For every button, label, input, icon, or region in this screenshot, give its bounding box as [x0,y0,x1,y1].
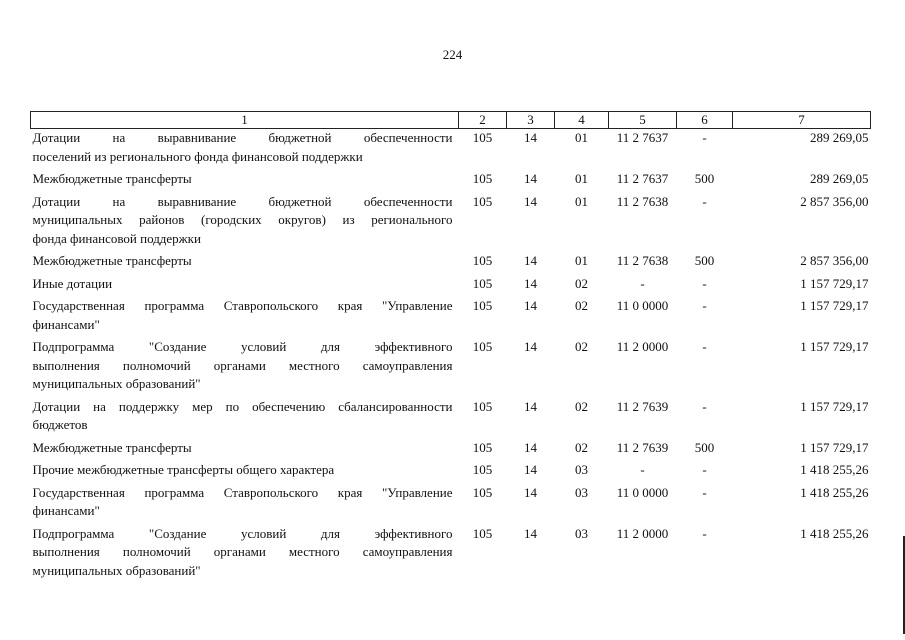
table-row [31,334,871,394]
row-col-2: 105 [472,339,493,354]
header-col-4: 4 [555,112,609,129]
row-col-3: 14 [524,484,537,500]
table-row [31,166,871,189]
row-name-line: Дотации на выравнивание бюджетной обеспеченности [32,193,453,209]
table-row [31,480,871,521]
row-amount: 1 418 255,26 [800,484,869,500]
row-col-3: 14 [524,525,537,541]
row-col-2: 105 [472,171,493,186]
row-col-6: 500 [694,171,715,186]
header-row [31,112,871,129]
row-name-line: Межбюджетные трансферты [32,171,192,186]
row-amount: 1 157 729,17 [800,439,869,455]
row-col-6: - [702,275,707,291]
row-amount: 1 157 729,17 [800,339,869,354]
row-col-2: 105 [472,439,493,455]
row-name-line: Иные дотации [32,275,113,291]
row-col-4: 02 [575,275,588,291]
row-col-6: - [702,339,707,354]
row-name-line: финансами" [32,316,100,332]
row-col-5: 11 2 7638 [616,193,669,209]
row-name-line: Межбюджетные трансферты [32,439,192,455]
row-col-4: 01 [575,171,588,186]
row-name-line: финансами" [32,503,100,518]
row-col-5: 11 2 0000 [616,339,669,354]
table-row [31,394,871,435]
row-amount: 2 857 356,00 [800,253,869,268]
row-col-3: 14 [524,275,537,291]
table-row [31,521,871,581]
row-name-line: выполнения полномочий органами местного самоуправления [32,544,453,559]
row-col-6: - [702,193,707,209]
row-col-3: 14 [524,130,537,145]
row-col-2: 105 [472,525,493,541]
row-amount: 289 269,05 [810,130,869,145]
row-col-2: 105 [472,462,493,477]
page-number: 224 [442,47,463,62]
row-name [31,293,459,334]
header-col-3: 3 [507,112,555,129]
row-col-5: 11 2 7637 [616,171,669,186]
row-col-3: 14 [524,253,537,268]
row-amount: 1 418 255,26 [800,525,869,541]
row-col-5: 11 2 7637 [616,130,669,145]
row-name-line: Дотации на поддержку мер по обеспечению сбалансированности [32,398,453,414]
row-col-3: 14 [524,171,537,186]
row-col-5: 11 2 7639 [616,398,669,414]
table-row [31,129,871,167]
table-header [31,112,871,129]
row-col-5: 11 2 7638 [616,253,669,268]
row-name-line: Прочие межбюджетные трансферты общего характера [32,462,335,477]
row-name [31,457,459,480]
row-col-6: - [702,298,707,313]
row-name [31,129,459,167]
row-name [31,189,459,249]
row-col-2: 105 [472,298,493,313]
row-name [31,521,459,581]
row-amount: 1 157 729,17 [800,298,869,313]
row-col-3: 14 [524,193,537,209]
row-name [31,248,459,271]
row-col-2: 105 [472,484,493,500]
row-col-4: 01 [575,130,588,145]
row-col-5: - [640,275,645,291]
row-name-line: муниципальных образований" [32,376,201,391]
row-name-line: муниципальных районов (городских округов) из регионального [32,212,453,227]
row-name [31,435,459,458]
row-col-2: 105 [472,193,493,209]
row-name-line: Подпрограмма "Создание условий для эффективного [32,525,453,541]
row-col-2: 105 [472,253,493,268]
row-name [31,334,459,394]
row-col-6: - [702,398,707,414]
table-row [31,293,871,334]
row-name-line: фонда финансовой поддержки [32,230,201,246]
row-name [31,166,459,189]
row-col-4: 02 [575,339,588,354]
table-row [31,189,871,249]
table-body [31,129,871,581]
row-col-3: 14 [524,398,537,414]
row-col-4: 01 [575,193,588,209]
row-name-line: Государственная программа Ставропольского края "Управление [32,298,453,313]
row-col-5: - [640,462,645,477]
row-col-5: 11 2 7639 [616,439,669,455]
row-col-6: - [702,130,707,145]
row-amount: 1 157 729,17 [800,275,869,291]
row-amount: 1 157 729,17 [800,398,869,414]
row-name [31,271,459,294]
row-col-2: 105 [472,398,493,414]
header-col-6: 6 [677,112,733,129]
header-col-1: 1 [31,112,459,129]
row-col-6: - [702,525,707,541]
row-col-4: 03 [575,484,588,500]
table-row [31,457,871,480]
row-amount: 289 269,05 [810,171,869,186]
row-col-3: 14 [524,298,537,313]
row-name [31,394,459,435]
row-col-6: 500 [694,439,715,455]
row-col-4: 02 [575,298,588,313]
row-name-line: Подпрограмма "Создание условий для эффективного [32,339,453,354]
row-name-line: Дотации на выравнивание бюджетной обеспеченности [32,130,453,145]
row-amount: 2 857 356,00 [800,193,869,209]
row-col-4: 02 [575,439,588,455]
row-col-3: 14 [524,339,537,354]
row-col-4: 02 [575,398,588,414]
row-name-line: Межбюджетные трансферты [32,253,192,268]
header-col-2: 2 [459,112,507,129]
row-col-4: 03 [575,525,588,541]
header-col-7: 7 [733,112,871,129]
row-col-3: 14 [524,462,537,477]
header-col-5: 5 [609,112,677,129]
table-row [31,271,871,294]
row-amount: 1 418 255,26 [800,462,869,477]
row-col-3: 14 [524,439,537,455]
row-col-5: 11 0 0000 [616,298,669,313]
budget-table [30,111,871,580]
row-name [31,480,459,521]
row-name-line: выполнения полномочий органами местного самоуправления [32,357,453,373]
row-col-2: 105 [472,275,493,291]
table-row [31,248,871,271]
row-name-line: муниципальных образований" [32,562,201,578]
row-name-line: бюджетов [32,417,88,432]
row-col-4: 01 [575,253,588,268]
row-col-5: 11 2 0000 [616,525,669,541]
table-row [31,435,871,458]
row-name-line: Государственная программа Ставропольского края "Управление [32,484,453,500]
row-col-6: 500 [694,253,715,268]
row-name-line: поселений из регионального фонда финансовой поддержки [32,148,363,164]
row-col-6: - [702,484,707,500]
row-col-6: - [702,462,707,477]
row-col-5: 11 0 0000 [616,484,669,500]
row-col-2: 105 [472,130,493,145]
row-col-4: 03 [575,462,588,477]
